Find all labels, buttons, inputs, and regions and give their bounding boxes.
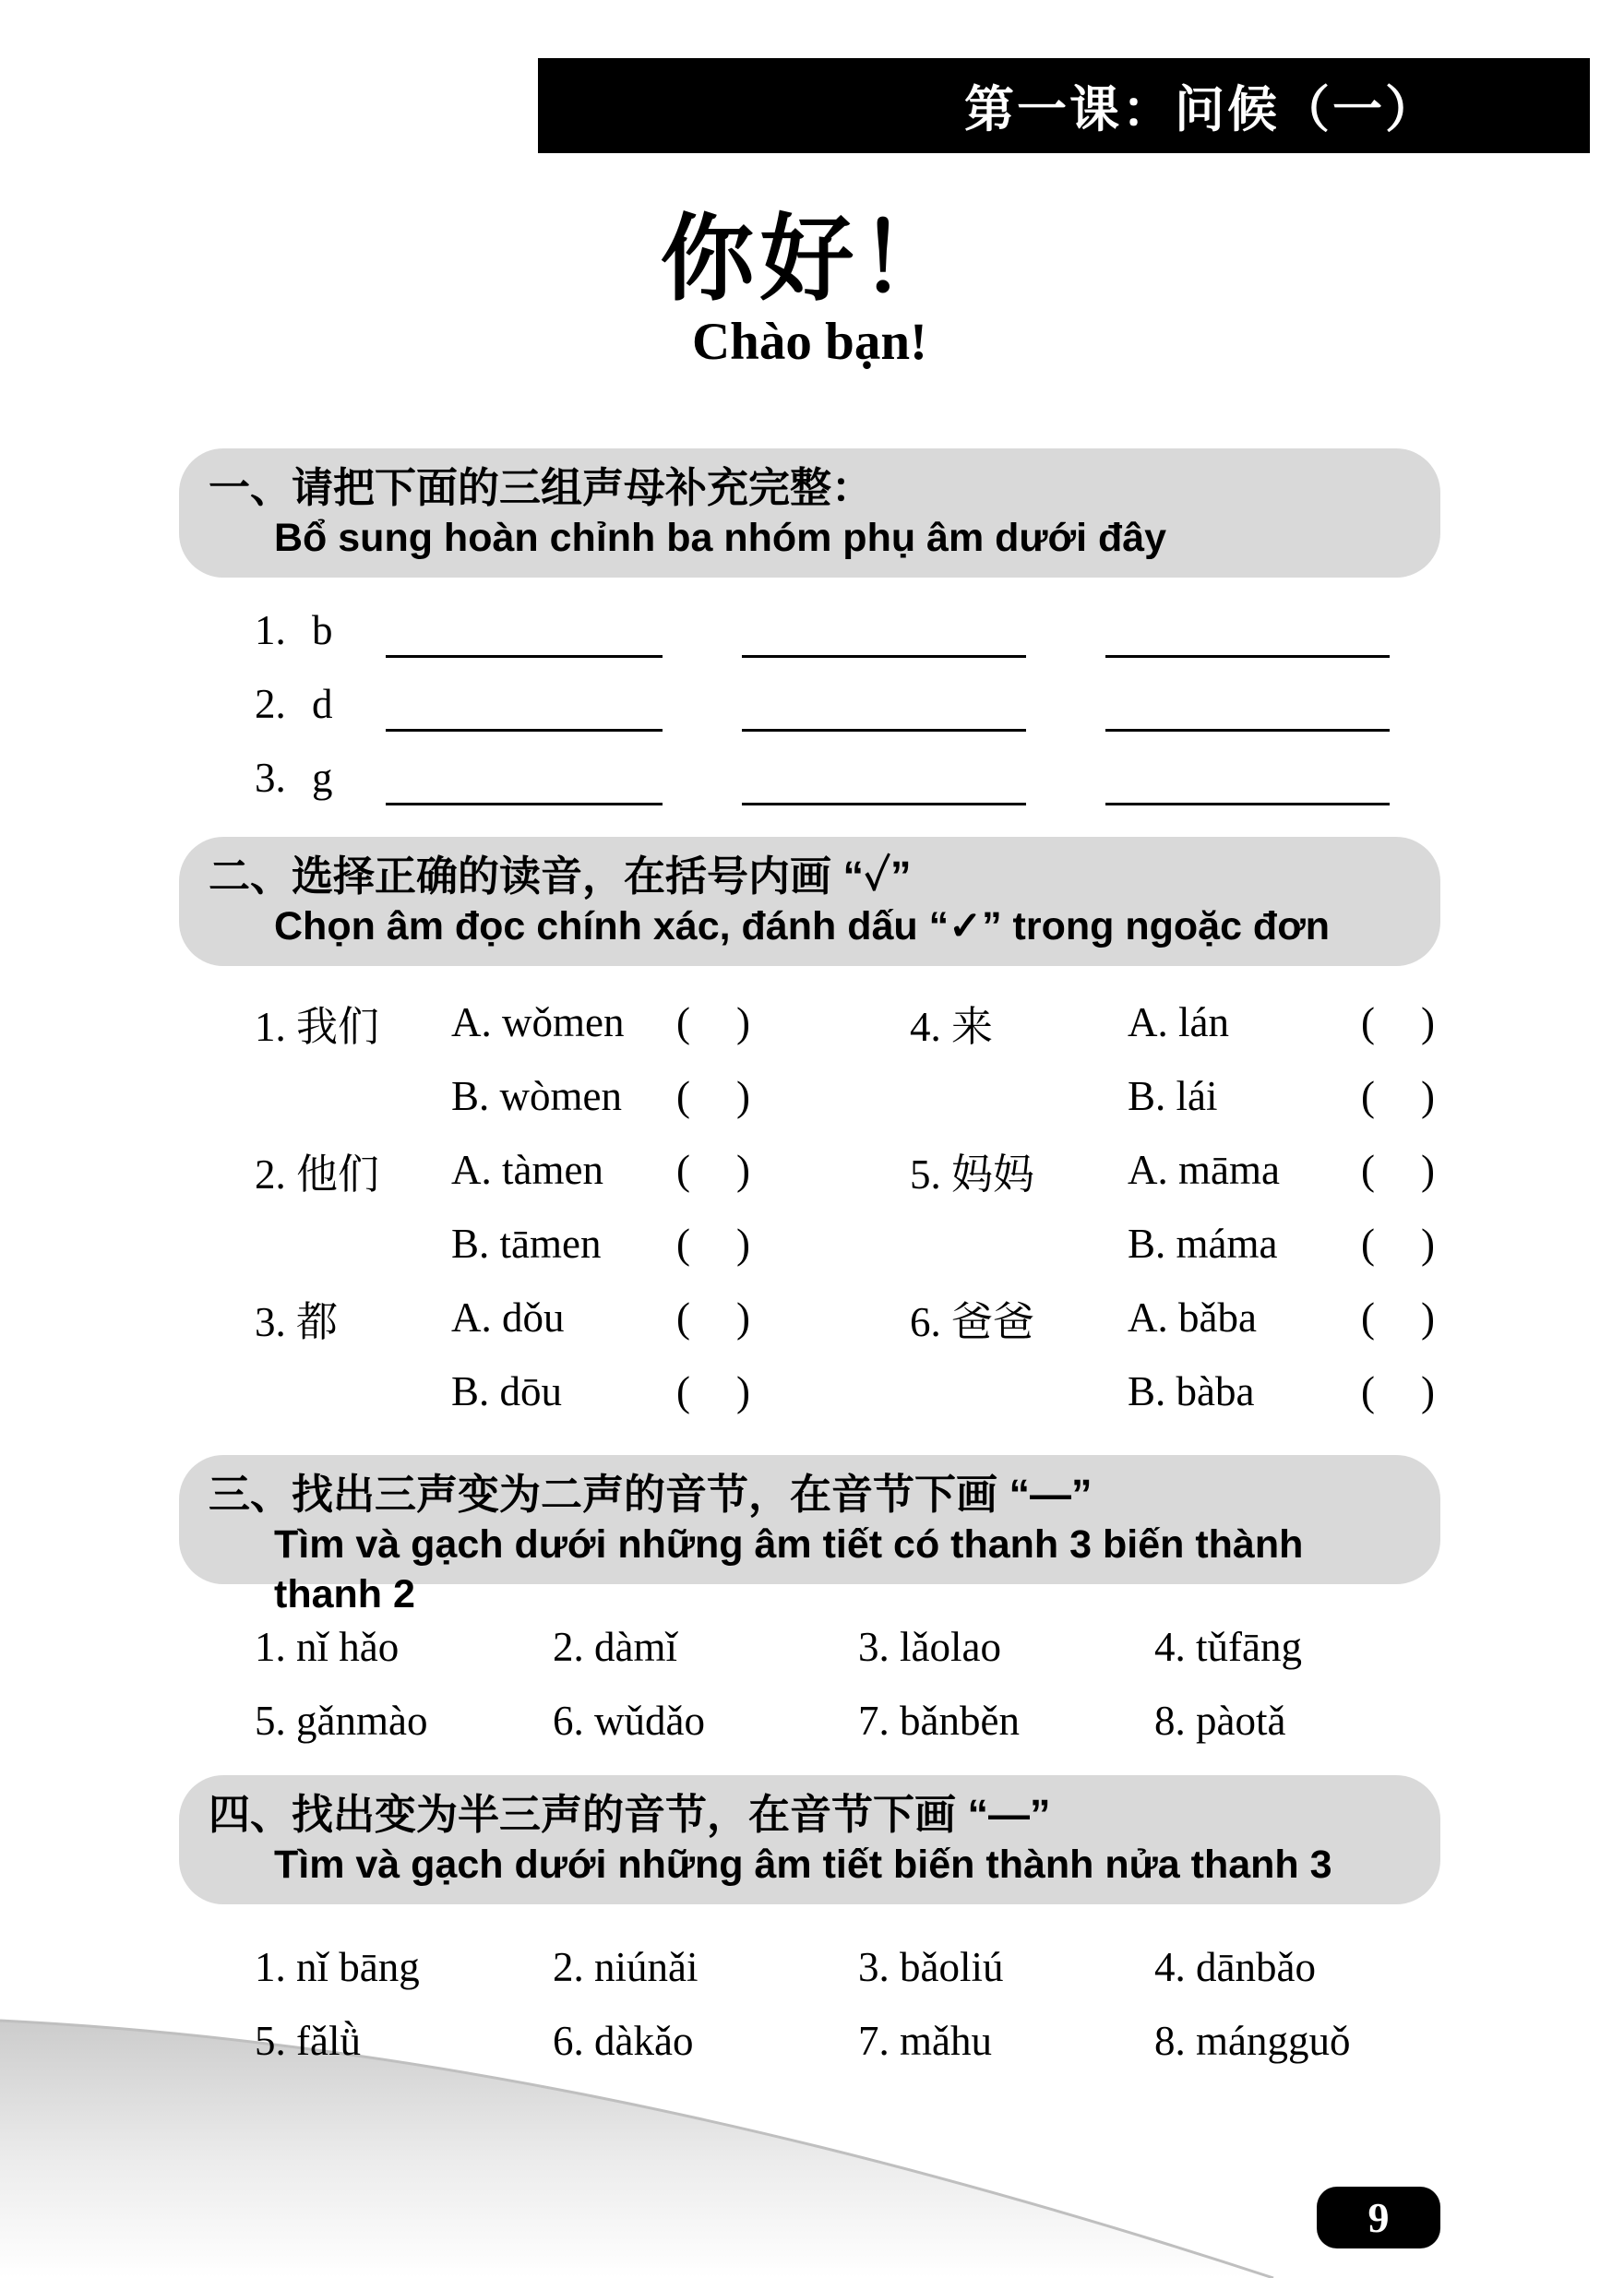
question-line-a	[910, 1281, 1435, 1354]
paren-close: )	[736, 1073, 750, 1119]
section4-heading-vietnamese: Tìm và gạch dưới những âm tiết biến thành nửa thanh 3	[274, 1843, 1332, 1887]
item-number: 3.	[255, 755, 286, 801]
section2-questions-left	[255, 985, 750, 1428]
question-hanzi: 他们	[296, 1151, 380, 1198]
question-4	[910, 985, 1435, 1133]
answer-blank[interactable]	[742, 803, 1026, 805]
syllable-item: 8. mángguǒ	[1154, 2018, 1351, 2064]
section2-heading-chinese: 二、选择正确的读音，在括号内画 “✓”	[209, 853, 912, 900]
question-line-b	[255, 1207, 750, 1281]
paren-open: (	[676, 1147, 690, 1193]
section3-heading-vietnamese: Tìm và gạch dưới những âm tiết có thanh 3 biến thành thanh 2	[274, 1522, 1304, 1616]
page-number-badge	[1317, 2187, 1440, 2248]
question-hanzi: 我们	[296, 1003, 380, 1050]
paren-open: (	[1361, 1147, 1375, 1193]
page-title-vietnamese: Chào bạn!	[692, 313, 927, 371]
syllable-item: 3. lǎolao	[858, 1624, 1001, 1670]
initial-letter: g	[312, 755, 333, 801]
paren-close: )	[736, 999, 750, 1045]
answer-blank[interactable]	[386, 729, 663, 732]
question-3	[255, 1281, 750, 1428]
question-line-a	[255, 1133, 750, 1207]
option-a: A. māma	[1128, 1147, 1280, 1193]
syllable-item: 1. nǐ hǎo	[255, 1624, 400, 1670]
question-number: 4.	[910, 1003, 941, 1050]
paren-close: )	[736, 1147, 750, 1193]
option-a: A. bǎba	[1128, 1294, 1257, 1341]
question-line-a	[910, 1133, 1435, 1207]
paren-open: (	[1361, 999, 1375, 1045]
lesson-title: 第一课：问候（一）	[964, 82, 1438, 137]
answer-blank[interactable]	[742, 729, 1026, 732]
question-hanzi: 来	[951, 1003, 994, 1050]
paren-open: (	[1361, 1221, 1375, 1267]
answer-blank[interactable]	[386, 655, 663, 658]
syllable-item: 5. fǎlǜ	[255, 2018, 361, 2064]
paren-open: (	[676, 1368, 690, 1414]
section1-heading-chinese: 一、请把下面的三组声母补充完整：	[209, 464, 874, 511]
paren-open: (	[676, 1294, 690, 1341]
syllable-item: 1. nǐ bāng	[255, 1944, 420, 1990]
paren-open: (	[1361, 1368, 1375, 1414]
answer-blank[interactable]	[1105, 655, 1390, 658]
syllable-item: 7. bǎnběn	[858, 1698, 1020, 1744]
paren-close: )	[736, 1221, 750, 1267]
paren-close: )	[736, 1368, 750, 1414]
question-number: 5.	[910, 1151, 941, 1198]
option-a: A. lán	[1128, 999, 1229, 1045]
answer-parentheses[interactable]	[676, 998, 750, 1046]
syllable-item: 4. tǔfāng	[1154, 1624, 1302, 1670]
answer-parentheses[interactable]	[676, 1294, 750, 1342]
paren-close: )	[1421, 1147, 1435, 1193]
section1-heading-vietnamese: Bổ sung hoàn chỉnh ba nhóm phụ âm dưới đây	[274, 516, 1167, 560]
question-label	[255, 1140, 451, 1200]
option-b: B. wòmen	[451, 1073, 622, 1119]
question-1	[255, 985, 750, 1133]
question-hanzi: 都	[296, 1298, 339, 1345]
question-2	[255, 1133, 750, 1281]
section2-heading-vietnamese: Chọn âm đọc chính xác, đánh dấu “✓” trong ngoặc đơn	[274, 904, 1331, 948]
question-label	[910, 1288, 1128, 1348]
section4-heading-banner	[179, 1775, 1440, 1904]
answer-blank[interactable]	[742, 655, 1026, 658]
option-b: B. dōu	[451, 1368, 563, 1414]
syllable-item: 8. pàotǎ	[1154, 1698, 1286, 1744]
paren-open: (	[676, 1221, 690, 1267]
section1-items	[255, 595, 1440, 817]
question-number: 3.	[255, 1298, 286, 1345]
question-label	[910, 993, 1128, 1053]
option-b: B. bàba	[1128, 1368, 1255, 1414]
question-number: 2.	[255, 1151, 286, 1198]
question-line-a	[910, 985, 1435, 1059]
answer-blank[interactable]	[386, 803, 663, 805]
section2-heading-banner	[179, 837, 1440, 966]
option-b: B. lái	[1128, 1073, 1218, 1119]
question-line-b	[255, 1059, 750, 1133]
answer-parentheses[interactable]	[1361, 1294, 1435, 1342]
initial-letter: b	[312, 607, 333, 653]
question-line-b	[910, 1207, 1435, 1281]
answer-parentheses[interactable]	[1361, 998, 1435, 1046]
item-number: 1.	[255, 607, 286, 653]
paren-close: )	[1421, 1368, 1435, 1414]
section1-heading-banner	[179, 448, 1440, 578]
question-label	[910, 1140, 1128, 1200]
question-line-a	[255, 1281, 750, 1354]
answer-parentheses[interactable]	[1361, 1220, 1435, 1268]
syllable-item: 6. wǔdǎo	[553, 1698, 705, 1744]
option-a: A. dǒu	[451, 1294, 565, 1341]
question-hanzi: 妈妈	[951, 1151, 1035, 1198]
question-5	[910, 1133, 1435, 1281]
question-6	[910, 1281, 1435, 1428]
paren-close: )	[1421, 1294, 1435, 1341]
option-a: A. tàmen	[451, 1147, 603, 1193]
answer-parentheses[interactable]	[676, 1367, 750, 1415]
answer-parentheses[interactable]	[676, 1220, 750, 1268]
question-number: 1.	[255, 1003, 286, 1050]
page-title-chinese: 你好！	[660, 207, 960, 312]
question-line-b	[910, 1059, 1435, 1133]
answer-parentheses[interactable]	[1361, 1146, 1435, 1194]
question-line-b	[910, 1354, 1435, 1428]
lesson-header-bar	[538, 58, 1590, 153]
paren-close: )	[1421, 1221, 1435, 1267]
option-a: A. wǒmen	[451, 999, 625, 1045]
paren-open: (	[1361, 1294, 1375, 1341]
item-number: 2.	[255, 681, 286, 727]
paren-open: (	[676, 999, 690, 1045]
option-b: B. tāmen	[451, 1221, 602, 1267]
syllable-item: 5. gǎnmào	[255, 1698, 428, 1744]
answer-parentheses[interactable]	[1361, 1367, 1435, 1415]
syllable-item: 3. bǎoliú	[858, 1944, 1004, 1990]
initials-row	[255, 595, 1440, 669]
question-label	[255, 1288, 451, 1348]
syllable-item: 4. dānbǎo	[1154, 1944, 1316, 1990]
answer-parentheses[interactable]	[676, 1072, 750, 1120]
initials-row	[255, 743, 1440, 817]
option-b: B. máma	[1128, 1221, 1278, 1267]
syllable-item: 2. dàmǐ	[553, 1624, 677, 1670]
question-line-a	[255, 985, 750, 1059]
initials-row	[255, 669, 1440, 743]
paren-close: )	[736, 1294, 750, 1341]
question-label	[255, 993, 451, 1053]
section4-items	[255, 1930, 1463, 2078]
answer-parentheses[interactable]	[1361, 1072, 1435, 1120]
answer-blank[interactable]	[1105, 729, 1390, 732]
syllable-item: 7. mǎhu	[858, 2018, 992, 2064]
paren-open: (	[1361, 1073, 1375, 1119]
section3-heading-banner	[179, 1455, 1440, 1616]
paren-open: (	[676, 1073, 690, 1119]
question-number: 6.	[910, 1298, 941, 1345]
syllable-item: 6. dàkǎo	[553, 2018, 694, 2064]
paren-close: )	[1421, 1073, 1435, 1119]
section2-questions-right	[910, 985, 1435, 1428]
answer-parentheses[interactable]	[676, 1146, 750, 1194]
section3-items	[255, 1610, 1463, 1758]
question-hanzi: 爸爸	[951, 1298, 1035, 1345]
syllable-item: 2. niúnǎi	[553, 1944, 699, 1990]
page-number: 9	[1367, 2194, 1390, 2241]
section4-heading-chinese: 四、找出变为半三声的音节，在音节下画 “—”	[209, 1791, 1051, 1838]
section3-heading-chinese: 三、找出三声变为二声的音节，在音节下画 “—”	[209, 1471, 1093, 1518]
question-line-b	[255, 1354, 750, 1428]
initial-letter: d	[312, 681, 333, 727]
paren-close: )	[1421, 999, 1435, 1045]
answer-blank[interactable]	[1105, 803, 1390, 805]
